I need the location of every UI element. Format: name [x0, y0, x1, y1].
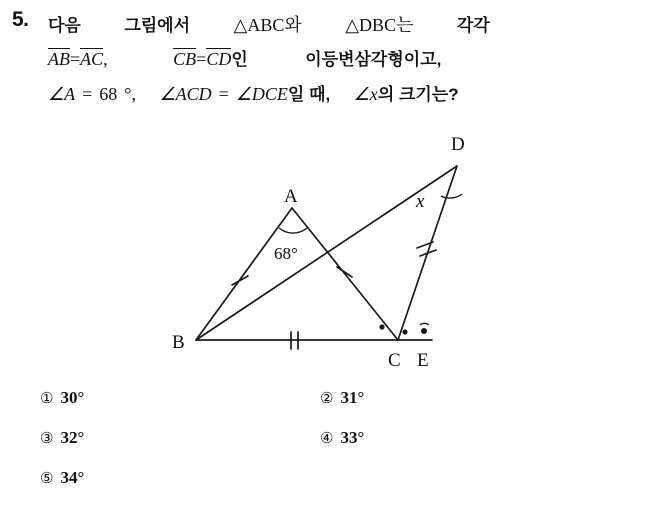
line-ba [196, 208, 292, 340]
stem-word-size: 의 크기는? [377, 85, 459, 104]
geometry-figure [0, 118, 654, 368]
stem-word-isosceles: 이등변삼각형이고, [305, 50, 442, 69]
arc-angle-x [441, 194, 462, 198]
equals-sign-2: = [196, 49, 207, 69]
tick-ac [337, 267, 352, 277]
choice-2-marker: ② [320, 389, 334, 407]
question-number: 5. [12, 8, 29, 31]
label-x: x [416, 191, 425, 212]
choice-1-marker: ① [40, 389, 54, 407]
choice-3-marker: ③ [40, 429, 54, 447]
angle-x-label: ∠x [353, 84, 378, 104]
stem-word-geurimeseo: 그림에서 [124, 16, 191, 35]
choice-2-degree: ° [357, 388, 365, 407]
triangle-dbc-label: △DBC는 [345, 15, 414, 35]
angle-dot-e [421, 328, 427, 334]
choice-1-value: 30 [60, 388, 78, 407]
segment-cd: CD [206, 49, 232, 69]
choice-3[interactable] [40, 428, 84, 448]
choice-1[interactable] [40, 388, 84, 408]
geometry-diagram-svg [0, 118, 654, 368]
angle-dot-dce [402, 329, 407, 334]
angle-a-value: 68 [99, 84, 118, 104]
label-c: C [388, 350, 401, 368]
choice-1-degree: ° [77, 388, 85, 407]
label-b: B [172, 332, 185, 353]
angle-acd-label: ∠ACD [159, 84, 212, 104]
tick-ba [232, 276, 248, 285]
line-ac [292, 208, 398, 340]
label-d: D [451, 134, 465, 155]
choice-4[interactable] [320, 428, 364, 448]
label-angle-68: 68° [274, 244, 298, 263]
degree-sign-1: ° [124, 84, 132, 104]
angle-a-label: ∠A [48, 84, 76, 104]
choice-3-degree: ° [77, 428, 85, 447]
choice-4-marker: ④ [320, 429, 334, 447]
stem-word-daeum: 다음 [48, 16, 81, 35]
stem-word-ilttae: 일 때, [287, 85, 331, 104]
choice-5-marker: ⑤ [40, 469, 54, 487]
choice-4-degree: ° [357, 428, 365, 447]
choice-5-value: 34 [60, 468, 78, 487]
segment-cb: CB [173, 49, 197, 69]
comma-2: , [131, 84, 136, 104]
choice-5-degree: ° [77, 468, 85, 487]
arc-angle-a [279, 228, 307, 233]
segment-ac: AC [80, 49, 104, 69]
equals-sign-3: = [82, 84, 93, 104]
stem-word-gakgak: 각각 [456, 16, 490, 35]
question-line-1 [48, 11, 648, 37]
angle-dot-acd [379, 324, 384, 329]
arc-angle-e [420, 323, 429, 325]
angle-dce-label: ∠DCE [235, 84, 288, 104]
question-line-3 [48, 80, 648, 105]
label-a: A [284, 186, 298, 207]
choice-5[interactable] [40, 468, 84, 488]
segment-ab: AB [48, 49, 70, 69]
triangle-abc-label: △ABC와 [233, 15, 302, 35]
choice-2[interactable] [320, 388, 364, 408]
equals-sign-4: = [218, 84, 229, 104]
choice-2-value: 31 [340, 388, 358, 407]
stem-particle-in: 인 [231, 50, 248, 69]
choice-4-value: 33 [340, 428, 358, 447]
choice-3-value: 32 [60, 428, 78, 447]
label-e: E [417, 350, 429, 368]
comma-1: , [103, 49, 108, 69]
question-line-2 [48, 45, 648, 70]
equals-sign-1: = [70, 49, 81, 69]
